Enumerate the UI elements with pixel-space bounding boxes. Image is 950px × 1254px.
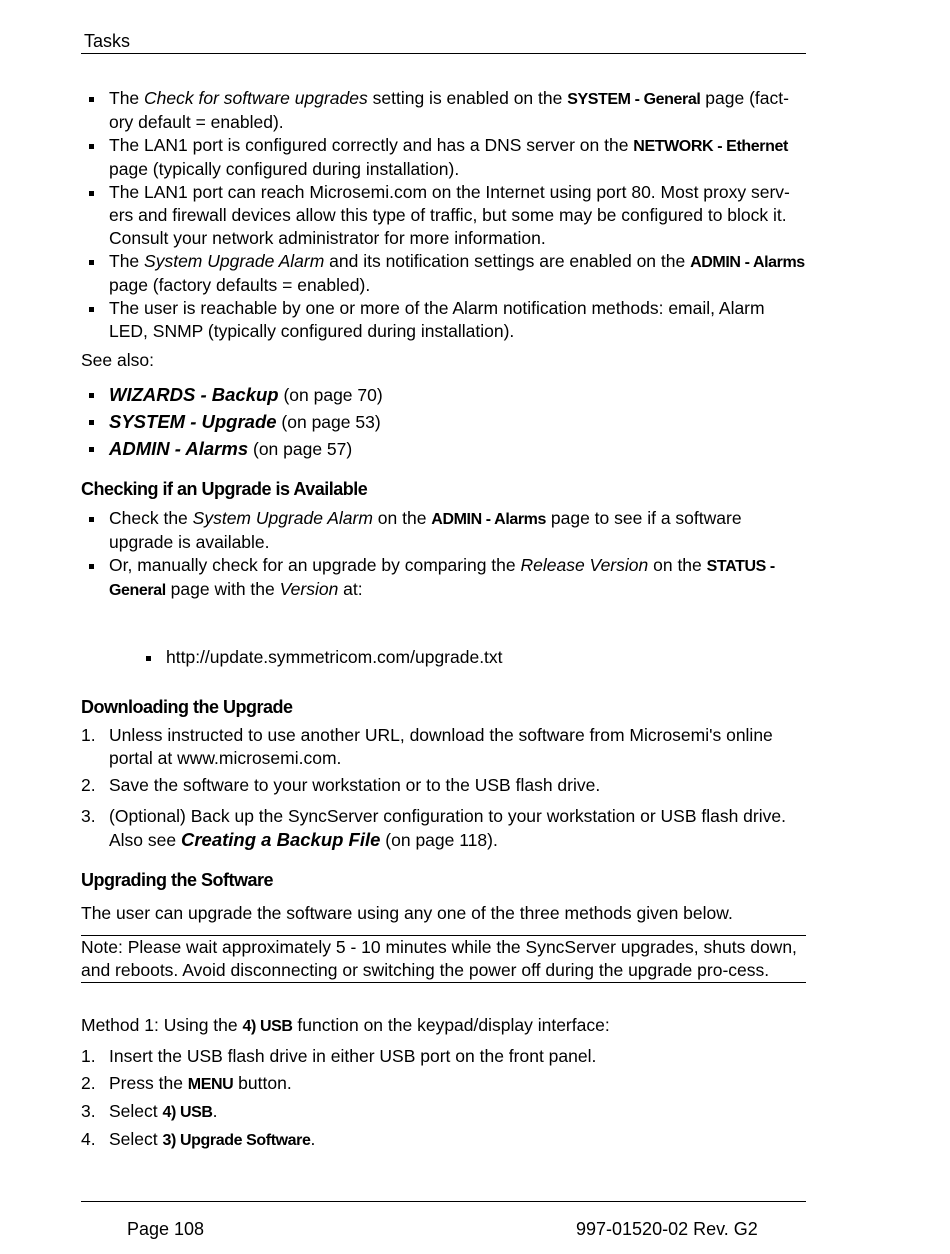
- running-head: Tasks: [84, 31, 131, 51]
- step-item: 3. (Optional) Back up the SyncServer configuration to your workstation or USB flash drive. Also see Creating a Backup File (on page 118).: [81, 806, 786, 850]
- download-steps: [81, 724, 806, 852]
- bullet-icon: [146, 656, 151, 661]
- step-item: 3. Select 4) USB.: [81, 1101, 218, 1121]
- url-item: [138, 646, 806, 669]
- bullet-icon: [89, 191, 94, 196]
- bullet-icon: [89, 517, 94, 522]
- document-revision: 997-01520-02 Rev. G2: [576, 1219, 758, 1239]
- section-heading-downloading: Downloading the Upgrade: [81, 697, 293, 717]
- xref-link[interactable]: Creating a Backup File: [180, 829, 381, 850]
- prerequisite-list: [81, 87, 806, 343]
- step-item: 1. Unless instructed to use another URL, download the software from Microsemi's online portal at www.microsemi.com.: [81, 725, 773, 768]
- list-item: The LAN1 port is configured correctly and has a DNS server on the NETWORK - Ethernet page (typically configured during installation).: [81, 134, 806, 181]
- xref-link[interactable]: SYSTEM - Upgrade: [109, 411, 277, 432]
- list-item: Check the System Upgrade Alarm on the ADMIN - Alarms page to see if a software upgrade is available.: [81, 507, 806, 554]
- bullet-icon: [89, 564, 94, 569]
- see-also-item[interactable]: ADMIN - Alarms (on page 57): [81, 437, 806, 461]
- section-heading-upgrading: Upgrading the Software: [81, 870, 274, 890]
- step-item: 1. Insert the USB flash drive in either USB port on the front panel.: [81, 1046, 597, 1066]
- checking-list: [81, 507, 806, 602]
- method-1-intro: Method 1: Using the 4) USB function on the keypad/display interface:: [81, 1015, 610, 1035]
- step-item: 2. Save the software to your workstation or to the USB flash drive.: [81, 775, 601, 795]
- bullet-icon: [89, 393, 94, 398]
- bullet-icon: [89, 144, 94, 149]
- section-heading-checking: Checking if an Upgrade is Available: [81, 479, 368, 499]
- list-item: The LAN1 port can reach Microsemi.com on the Internet using port 80. Most proxy serv-ers and firewall devices allow this type of traffic, but some may be configured to block it. Consult your network administrator for more information.: [81, 181, 806, 250]
- bullet-icon: [89, 260, 94, 265]
- list-item: The System Upgrade Alarm and its notification settings are enabled on the ADMIN - Alarms page (factory defaults = enabled).: [81, 250, 806, 297]
- see-also-label: See also:: [81, 350, 154, 370]
- upgrade-intro: The user can upgrade the software using any one of the three methods given below.: [81, 903, 733, 923]
- see-also-item[interactable]: SYSTEM - Upgrade (on page 53): [81, 410, 806, 434]
- bullet-icon: [89, 307, 94, 312]
- step-item: 2. Press the MENU button.: [81, 1073, 292, 1093]
- see-also-item[interactable]: WIZARDS - Backup (on page 70): [81, 383, 806, 407]
- header-rule: [81, 53, 806, 54]
- bullet-icon: [89, 420, 94, 425]
- list-item: The user is reachable by one or more of the Alarm notification methods: email, Alarm LED, SNMP (typically configured during installation).: [81, 297, 806, 343]
- xref-link[interactable]: WIZARDS - Backup: [109, 384, 279, 405]
- bullet-icon: [89, 447, 94, 452]
- list-item: The Check for software upgrades setting is enabled on the SYSTEM - General page (fact-ory default = enabled).: [81, 87, 806, 134]
- page-number: Page 108: [127, 1219, 205, 1239]
- url-list: [138, 646, 806, 669]
- bullet-icon: [89, 97, 94, 102]
- xref-link[interactable]: ADMIN - Alarms: [109, 438, 249, 459]
- list-item: Or, manually check for an upgrade by comparing the Release Version on the STATUS - General page with the Version at:: [81, 554, 806, 602]
- footer-rule: [81, 1201, 806, 1202]
- upgrade-url[interactable]: http://update.symmetricom.com/upgrade.txt: [166, 647, 503, 667]
- step-item: 4. Select 3) Upgrade Software.: [81, 1129, 316, 1149]
- note-box: Note: Please wait approximately 5 - 10 minutes while the SyncServer upgrades, shuts down, and reboots. Avoid disconnecting or switching the power off during the upgrade pro-cess.: [81, 935, 806, 983]
- usb-upgrade-steps: [81, 1045, 806, 1152]
- see-also-list: [81, 383, 806, 461]
